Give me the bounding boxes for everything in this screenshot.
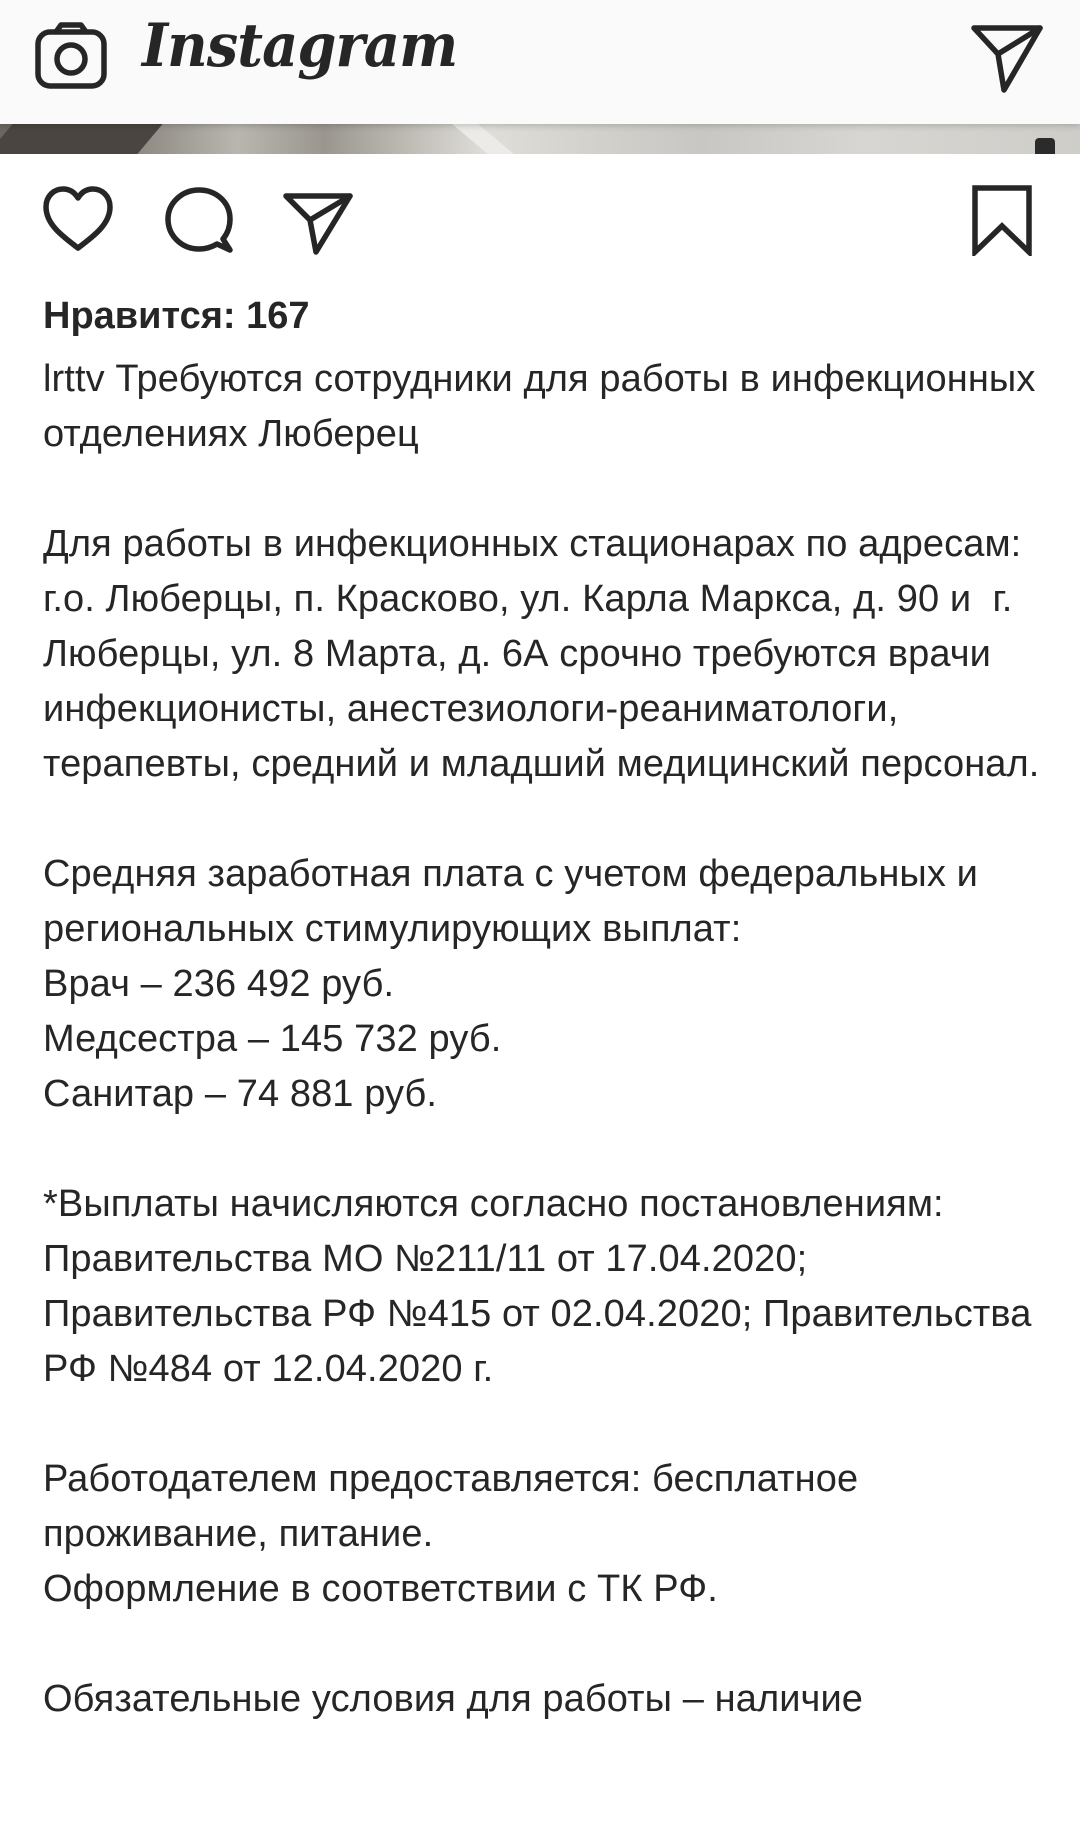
top-app-bar: [0, 0, 1080, 124]
caption-conditions: Обязательные условия для работы – наличие: [43, 1678, 864, 1720]
post-actions: [0, 176, 1080, 266]
post-caption: [43, 352, 1053, 1727]
image-detail: [1035, 138, 1055, 154]
likes-count[interactable]: Нравится: 167: [43, 295, 310, 337]
paragraph-spacer: [43, 792, 1053, 847]
post-image[interactable]: [0, 124, 1080, 154]
paragraph-spacer: [43, 1397, 1053, 1452]
caption-employer-provides: Работодателем предоставляется: бесплатное проживание, питание.: [43, 1458, 869, 1555]
instagram-logo: Instagram: [142, 11, 458, 81]
caption-salary-intro: Средняя заработная плата с учетом федеральных и региональных стимулирующих выплат:: [43, 853, 989, 950]
caption-headline: Требуются сотрудники для работы в инфекционных отделениях Люберец: [43, 358, 1047, 455]
paragraph-spacer: [43, 1122, 1053, 1177]
caption-payments-note: *Выплаты начисляются согласно постановлениям: Правительства МО №211/11 от 17.04.2020; Правительства РФ №415 от 02.04.2020; Правительства РФ №484 от 12.04.2020 г.: [43, 1183, 1043, 1390]
paragraph-spacer: [43, 462, 1053, 517]
bookmark-icon[interactable]: [970, 184, 1034, 256]
caption-salary-orderly: Санитар – 74 881 руб.: [43, 1073, 438, 1115]
share-icon[interactable]: [282, 186, 354, 258]
camera-icon[interactable]: [34, 20, 108, 94]
caption-first-paragraph: [43, 352, 1053, 462]
image-shadow: [0, 124, 163, 154]
direct-message-icon[interactable]: [968, 18, 1046, 96]
comment-icon[interactable]: [164, 186, 234, 254]
caption-salary-doctor: Врач – 236 492 руб.: [43, 963, 395, 1005]
caption-salary-nurse: Медсестра – 145 732 руб.: [43, 1018, 502, 1060]
paragraph-spacer: [43, 1617, 1053, 1672]
image-highlight: [452, 124, 514, 154]
heart-icon[interactable]: [42, 186, 114, 252]
username-link[interactable]: lrttv: [43, 358, 105, 400]
caption-registration: Оформление в соответствии с ТК РФ.: [43, 1568, 718, 1610]
caption-addresses: Для работы в инфекционных стационарах по адресам: г.о. Люберцы, п. Красково, ул. Карла Маркса, д. 90 и г. Люберцы, ул. 8 Марта, д. 6А срочно требуются врачи инфекционисты, анестезиологи-реаниматологи, терапевты, средний и младший медицинский персонал.: [43, 523, 1040, 785]
